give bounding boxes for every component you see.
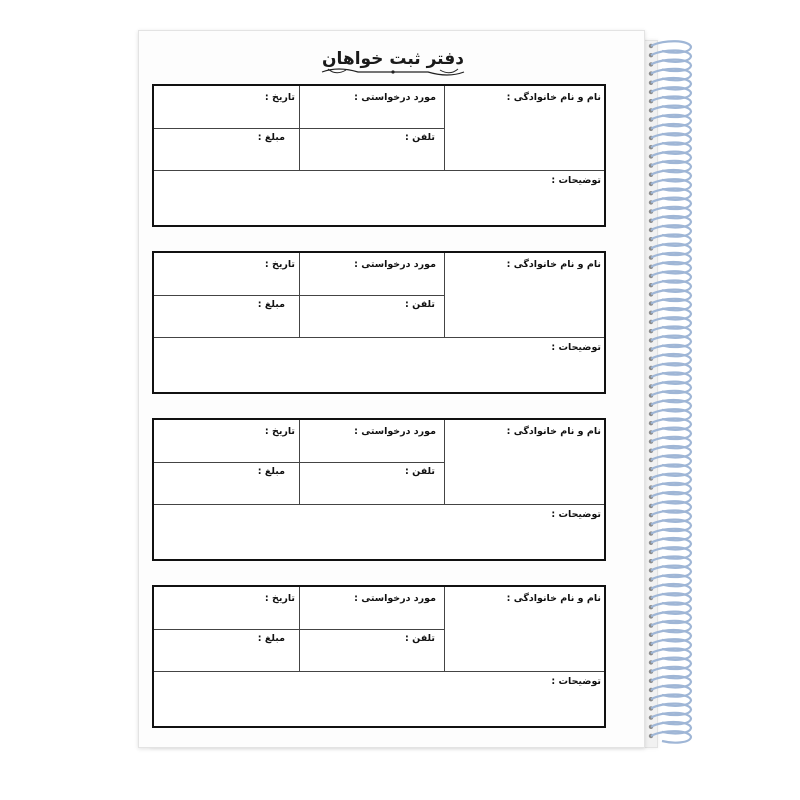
notes-field[interactable]: توضیحات : bbox=[551, 175, 601, 186]
date-field[interactable]: تاریخ : bbox=[264, 593, 295, 604]
divider bbox=[154, 629, 444, 630]
divider bbox=[154, 295, 444, 296]
divider bbox=[444, 86, 445, 170]
divider bbox=[444, 587, 445, 671]
date-field[interactable]: تاریخ : bbox=[264, 426, 295, 437]
name-field[interactable]: نام و نام خانوادگی : bbox=[506, 259, 601, 270]
divider bbox=[154, 128, 444, 129]
name-field[interactable]: نام و نام خانوادگی : bbox=[506, 593, 601, 604]
notes-field[interactable]: توضیحات : bbox=[551, 342, 601, 353]
request-field[interactable]: مورد درخواستی : bbox=[354, 593, 436, 604]
name-field[interactable]: نام و نام خانوادگی : bbox=[506, 426, 601, 437]
phone-field[interactable]: تلفن : bbox=[405, 466, 435, 477]
divider bbox=[154, 462, 444, 463]
divider bbox=[154, 504, 604, 505]
phone-field[interactable]: تلفن : bbox=[405, 132, 435, 143]
request-field[interactable]: مورد درخواستی : bbox=[354, 259, 436, 270]
spiral-binding bbox=[644, 40, 704, 750]
divider bbox=[444, 253, 445, 337]
phone-field[interactable]: تلفن : bbox=[405, 299, 435, 310]
entry-card-2 bbox=[152, 251, 606, 394]
divider bbox=[444, 420, 445, 504]
amount-field[interactable]: مبلغ : bbox=[257, 299, 285, 310]
amount-field[interactable]: مبلغ : bbox=[257, 633, 285, 644]
name-field[interactable]: نام و نام خانوادگی : bbox=[506, 92, 601, 103]
request-field[interactable]: مورد درخواستی : bbox=[354, 92, 436, 103]
entry-card-1 bbox=[152, 84, 606, 227]
page-title: دفتر ثبت خواهان bbox=[322, 49, 464, 69]
amount-field[interactable]: مبلغ : bbox=[257, 466, 285, 477]
date-field[interactable]: تاریخ : bbox=[264, 92, 295, 103]
divider bbox=[154, 170, 604, 171]
title-flourish-icon bbox=[318, 64, 468, 80]
notes-field[interactable]: توضیحات : bbox=[551, 676, 601, 687]
notes-field[interactable]: توضیحات : bbox=[551, 509, 601, 520]
divider bbox=[154, 671, 604, 672]
date-field[interactable]: تاریخ : bbox=[264, 259, 295, 270]
phone-field[interactable]: تلفن : bbox=[405, 633, 435, 644]
amount-field[interactable]: مبلغ : bbox=[257, 132, 285, 143]
divider bbox=[154, 337, 604, 338]
entry-card-3 bbox=[152, 418, 606, 561]
request-field[interactable]: مورد درخواستی : bbox=[354, 426, 436, 437]
entry-card-4 bbox=[152, 585, 606, 728]
title-block bbox=[318, 44, 468, 80]
